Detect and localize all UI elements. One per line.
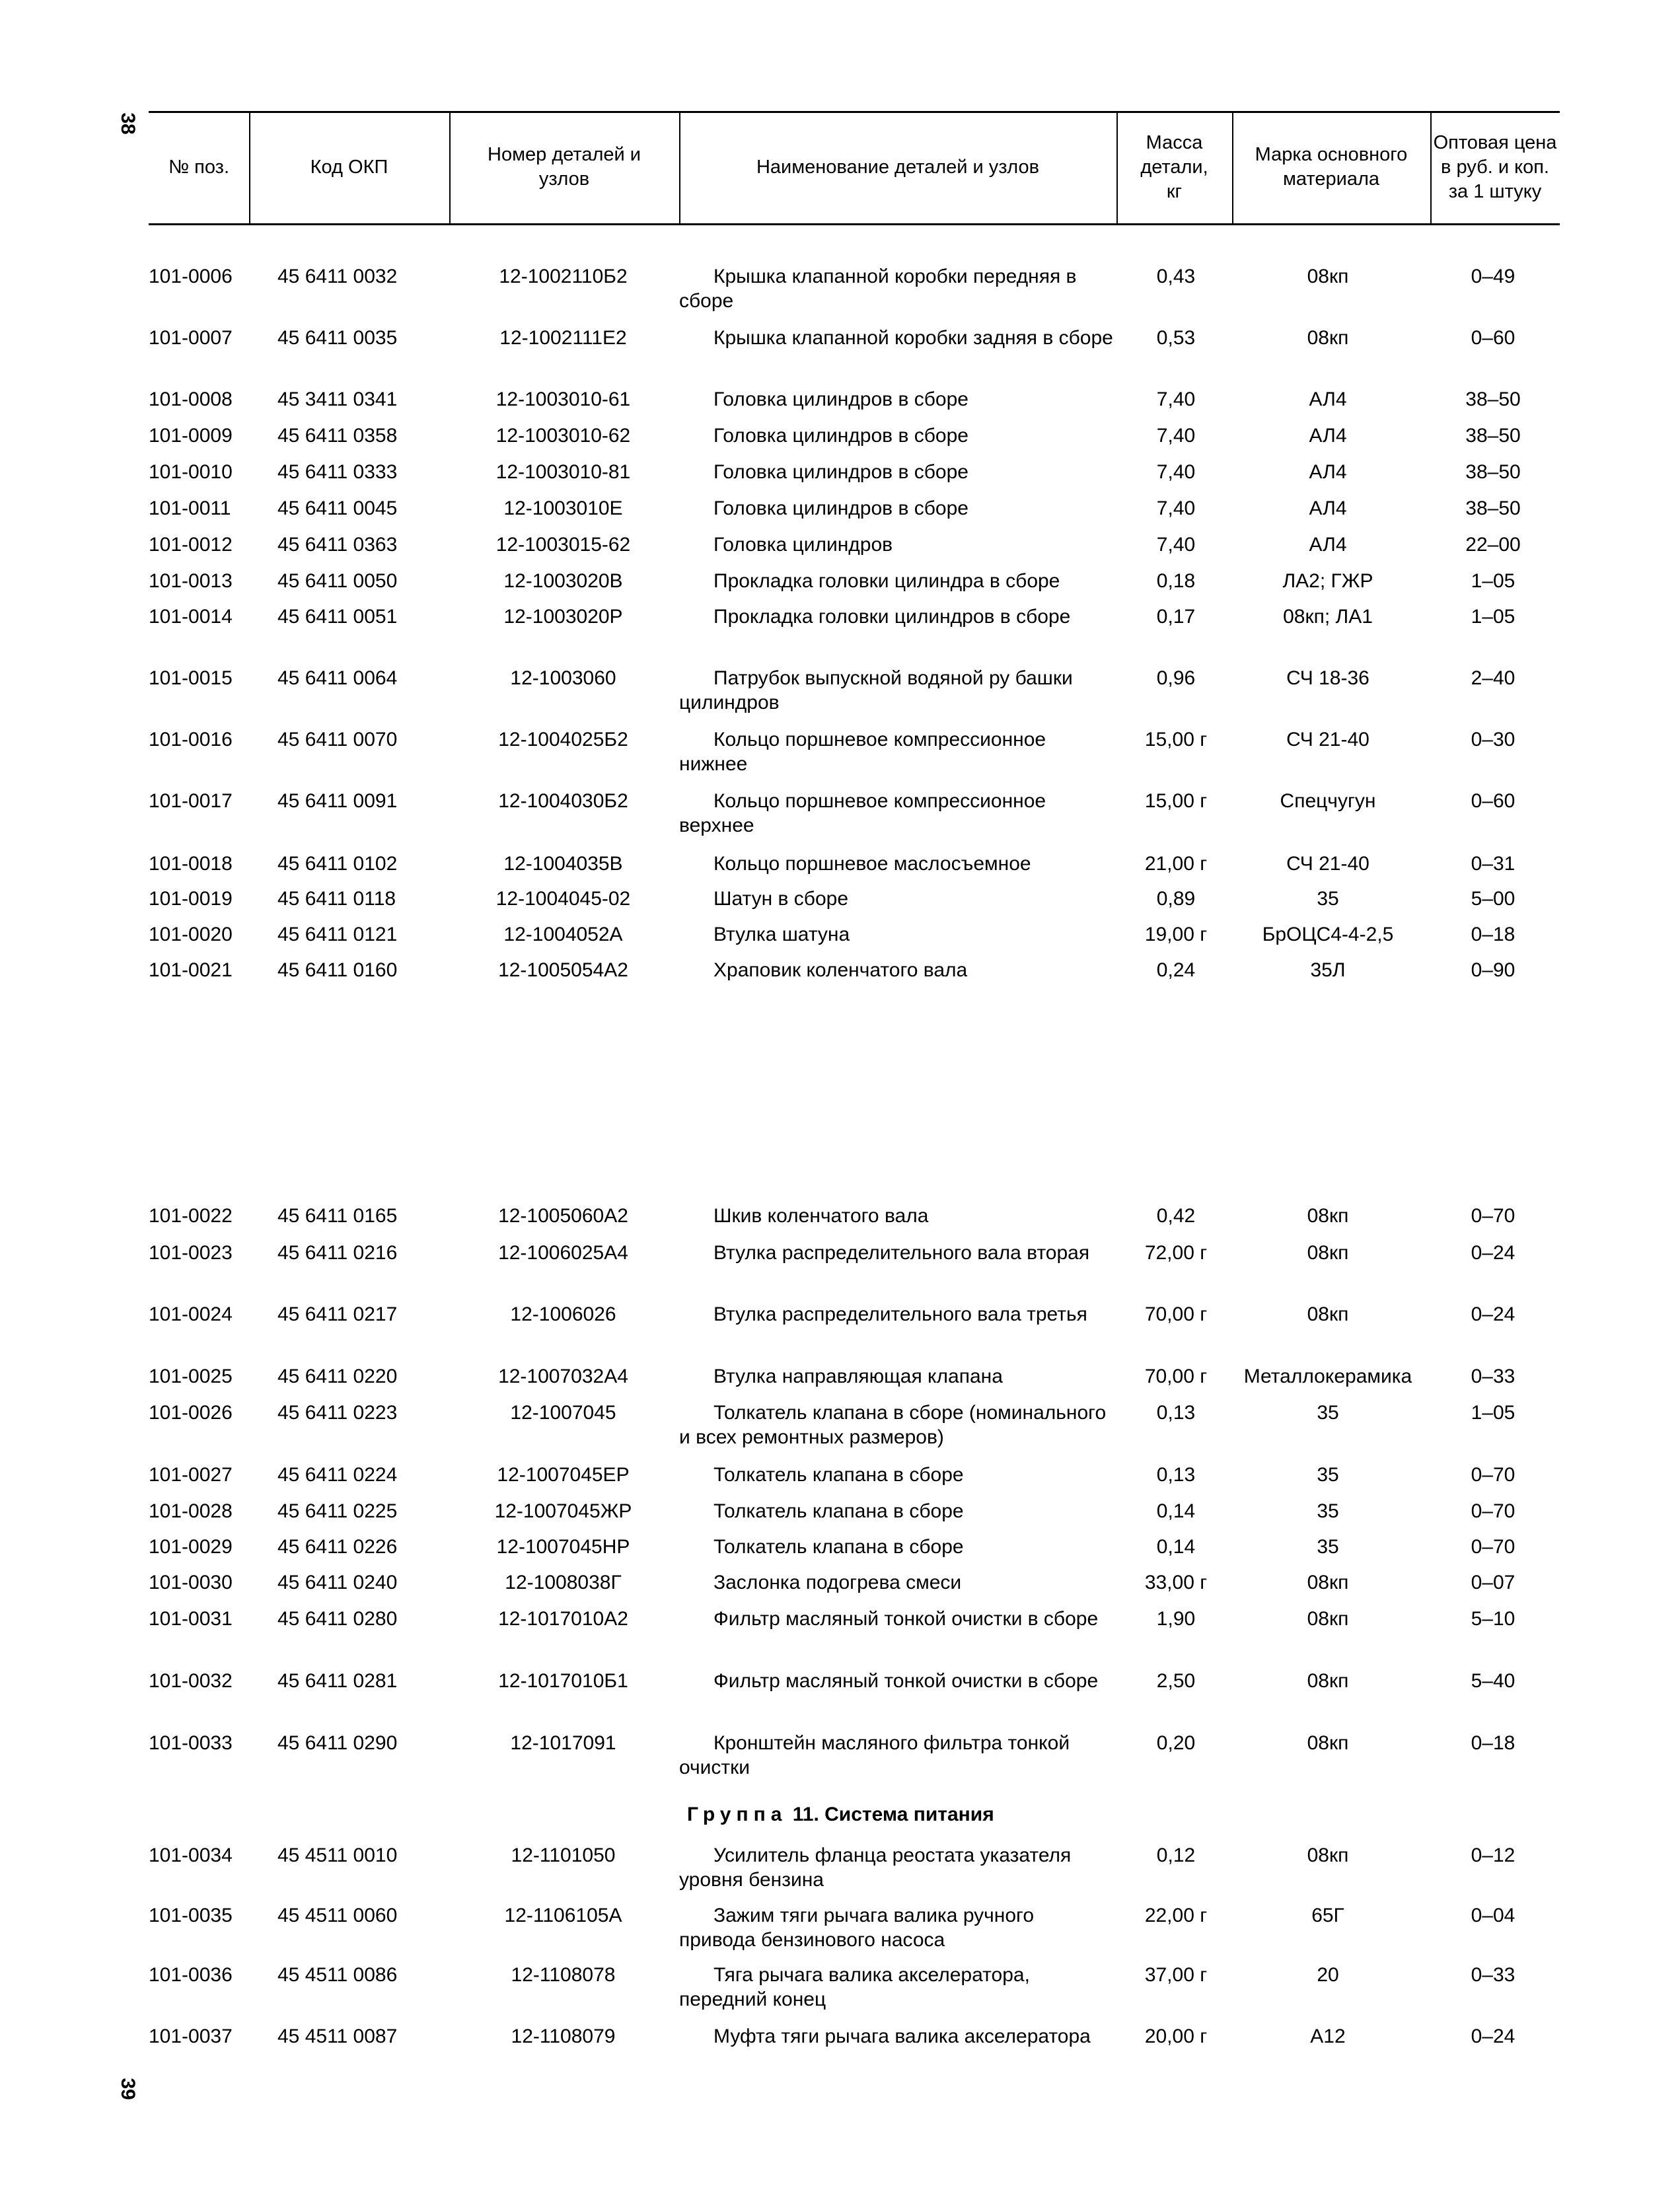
cell-pos: 101-0010 bbox=[149, 461, 233, 483]
cell-mat: СЧ 21-40 bbox=[1286, 853, 1370, 875]
cell-pos: 101-0025 bbox=[149, 1366, 233, 1387]
cell-price: 38–50 bbox=[1465, 497, 1521, 519]
cell-okp: 45 6411 0165 bbox=[277, 1205, 398, 1227]
cell-name: Фильтр масляный тонкой очистки в сборе bbox=[713, 1608, 1099, 1630]
header-material: Марка основного материала bbox=[1255, 144, 1408, 190]
cell-mat: 35 bbox=[1317, 888, 1339, 910]
cell-pos: 101-0024 bbox=[149, 1303, 233, 1325]
cell-mass: 20,00 г bbox=[1144, 2025, 1208, 2047]
cell-mat: БрОЦС4-4-2,5 bbox=[1262, 924, 1394, 945]
cell-num: 12-1106105А bbox=[504, 1905, 622, 1926]
cell-price: 5–00 bbox=[1471, 888, 1516, 910]
cell-price: 0–70 bbox=[1471, 1205, 1516, 1227]
cell-okp: 45 6411 0051 bbox=[277, 606, 398, 628]
cell-num: 12-1006026 bbox=[510, 1303, 616, 1325]
cell-okp: 45 6411 0217 bbox=[277, 1303, 398, 1325]
cell-price: 1–05 bbox=[1471, 570, 1516, 592]
cell-mat: АЛ4 bbox=[1309, 497, 1347, 519]
cell-okp: 45 6411 0121 bbox=[277, 924, 398, 945]
cell-mat: 08кп bbox=[1307, 266, 1349, 287]
cell-name: Втулка шатуна bbox=[713, 924, 850, 945]
cell-pos: 101-0011 bbox=[149, 497, 231, 519]
cell-name: Прокладка головки цилиндров в сборе bbox=[713, 606, 1071, 628]
cell-mat: Металлокерамика bbox=[1243, 1366, 1412, 1387]
cell-mat: АЛ4 bbox=[1309, 461, 1347, 483]
cell-pos: 101-0006 bbox=[149, 266, 233, 287]
cell-mat: 35Л bbox=[1310, 959, 1346, 981]
cell-pos: 101-0030 bbox=[149, 1572, 233, 1593]
cell-name: Муфта тяги рычага валика акселератора bbox=[713, 2025, 1091, 2047]
cell-mass: 0,53 bbox=[1156, 327, 1196, 349]
cell-num: 12-1007045 bbox=[510, 1402, 616, 1424]
cell-name: Усилитель фланца реостата указателя уровня бензина bbox=[679, 1844, 1072, 1891]
cell-name: Храповик коленчатого вала bbox=[713, 959, 968, 981]
cell-mass: 0,13 bbox=[1156, 1464, 1196, 1486]
cell-pos: 101-0007 bbox=[149, 327, 233, 349]
cell-num: 12-1007045ЖР bbox=[494, 1500, 632, 1522]
cell-name: Крышка клапанной коробки задняя в сборе bbox=[713, 327, 1113, 349]
cell-name: Заслонка подогрева смеси bbox=[713, 1572, 962, 1593]
cell-price: 1–05 bbox=[1471, 606, 1516, 628]
cell-okp: 45 6411 0240 bbox=[277, 1572, 398, 1593]
cell-name: Зажим тяги рычага валика ручного привода бензинового насоса bbox=[679, 1905, 1035, 1951]
cell-name: Толкатель клапана в сборе bbox=[713, 1536, 964, 1558]
cell-mass: 21,00 г bbox=[1144, 853, 1208, 875]
cell-mat: 08кп bbox=[1307, 1670, 1349, 1692]
header-okp: Код ОКП bbox=[310, 156, 388, 178]
cell-mat: 08кп bbox=[1307, 1205, 1349, 1227]
cell-okp: 45 4511 0086 bbox=[277, 1964, 398, 1986]
cell-num: 12-1003020Р bbox=[503, 606, 623, 628]
cell-mass: 0,17 bbox=[1156, 606, 1196, 628]
cell-num: 12-1003010Е bbox=[503, 497, 623, 519]
cell-name: Толкатель клапана в сборе bbox=[713, 1464, 964, 1486]
cell-mass: 7,40 bbox=[1156, 388, 1196, 410]
cell-mat: 08кп bbox=[1307, 327, 1349, 349]
cell-mass: 19,00 г bbox=[1144, 924, 1208, 945]
cell-mass: 70,00 г bbox=[1144, 1366, 1208, 1387]
cell-mass: 0,96 bbox=[1156, 667, 1196, 689]
cell-name: Головка цилиндров в сборе bbox=[713, 388, 968, 410]
cell-mass: 2,50 bbox=[1156, 1670, 1196, 1692]
cell-okp: 45 3411 0341 bbox=[277, 388, 398, 410]
cell-okp: 45 6411 0281 bbox=[277, 1670, 398, 1692]
cell-price: 1–05 bbox=[1471, 1402, 1516, 1424]
cell-num: 12-1004035В bbox=[503, 853, 623, 875]
cell-mass: 15,00 г bbox=[1144, 790, 1208, 812]
cell-name: Толкатель клапана в сборе bbox=[713, 1500, 964, 1522]
cell-name: Кронштейн масляного фильтра тонкой очистки bbox=[679, 1732, 1070, 1778]
cell-num: 12-1108079 bbox=[511, 2025, 616, 2047]
cell-price: 0–24 bbox=[1471, 2025, 1516, 2047]
cell-price: 5–40 bbox=[1471, 1670, 1516, 1692]
group-heading: Группа 11. Система питания bbox=[687, 1804, 994, 1825]
cell-okp: 45 4511 0010 bbox=[277, 1844, 398, 1866]
cell-mat: Спецчугун bbox=[1280, 790, 1376, 812]
cell-okp: 45 6411 0045 bbox=[277, 497, 398, 519]
cell-num: 12-1005060А2 bbox=[498, 1205, 628, 1227]
cell-okp: 45 6411 0363 bbox=[277, 534, 398, 556]
cell-pos: 101-0018 bbox=[149, 853, 233, 875]
cell-name: Головка цилиндров в сборе bbox=[713, 425, 968, 447]
cell-okp: 45 6411 0224 bbox=[277, 1464, 398, 1486]
cell-price: 0–24 bbox=[1471, 1303, 1516, 1325]
cell-price: 5–10 bbox=[1471, 1608, 1516, 1630]
cell-mass: 7,40 bbox=[1156, 534, 1196, 556]
cell-pos: 101-0035 bbox=[149, 1905, 233, 1926]
cell-pos: 101-0026 bbox=[149, 1402, 233, 1424]
cell-pos: 101-0029 bbox=[149, 1536, 233, 1558]
cell-mat: 08кп bbox=[1307, 1303, 1349, 1325]
header-price: Оптовая цена в руб. и коп. за 1 штуку bbox=[1433, 131, 1557, 202]
cell-mat: 08кп bbox=[1307, 1844, 1349, 1866]
header-name: Наименование деталей и узлов bbox=[756, 156, 1040, 178]
cell-mass: 7,40 bbox=[1156, 461, 1196, 483]
cell-mass: 0,13 bbox=[1156, 1402, 1196, 1424]
cell-name: Втулка направляющая клапана bbox=[713, 1366, 1003, 1387]
cell-pos: 101-0008 bbox=[149, 388, 233, 410]
cell-price: 38–50 bbox=[1465, 461, 1521, 483]
cell-pos: 101-0037 bbox=[149, 2025, 233, 2047]
cell-pos: 101-0016 bbox=[149, 729, 233, 750]
cell-price: 22–00 bbox=[1465, 534, 1521, 556]
cell-pos: 101-0017 bbox=[149, 790, 233, 812]
cell-mat: 35 bbox=[1317, 1500, 1339, 1522]
cell-price: 0–18 bbox=[1471, 924, 1516, 945]
cell-okp: 45 6411 0333 bbox=[277, 461, 398, 483]
cell-pos: 101-0027 bbox=[149, 1464, 233, 1486]
cell-name: Шкив коленчатого вала bbox=[713, 1205, 929, 1227]
cell-num: 12-1004030Б2 bbox=[498, 790, 628, 812]
cell-num: 12-1017091 bbox=[510, 1732, 616, 1754]
cell-num: 12-1005054А2 bbox=[498, 959, 628, 981]
cell-okp: 45 6411 0050 bbox=[277, 570, 398, 592]
cell-okp: 45 6411 0220 bbox=[277, 1366, 398, 1387]
cell-pos: 101-0033 bbox=[149, 1732, 233, 1754]
cell-pos: 101-0013 bbox=[149, 570, 233, 592]
cell-okp: 45 4511 0060 bbox=[277, 1905, 398, 1926]
cell-mat: 08кп bbox=[1307, 1572, 1349, 1593]
cell-num: 12-1108078 bbox=[511, 1964, 616, 1986]
cell-okp: 45 6411 0290 bbox=[277, 1732, 398, 1754]
cell-name: Толкатель клапана в сборе (номинального и всех ремонтных размеров) bbox=[679, 1402, 1107, 1448]
cell-price: 0–70 bbox=[1471, 1464, 1516, 1486]
cell-mat: АЛ4 bbox=[1309, 425, 1347, 447]
cell-num: 12-1002110Б2 bbox=[499, 266, 628, 287]
cell-num: 12-1017010А2 bbox=[498, 1608, 628, 1630]
cell-okp: 45 6411 0102 bbox=[277, 853, 398, 875]
cell-price: 0–49 bbox=[1471, 266, 1516, 287]
cell-price: 0–60 bbox=[1471, 327, 1516, 349]
cell-price: 0–30 bbox=[1471, 729, 1516, 750]
cell-pos: 101-0021 bbox=[149, 959, 233, 981]
cell-pos: 101-0012 bbox=[149, 534, 233, 556]
cell-num: 12-1003010-61 bbox=[495, 388, 631, 410]
cell-price: 38–50 bbox=[1465, 425, 1521, 447]
cell-num: 12-1007045ЕР bbox=[497, 1464, 630, 1486]
cell-pos: 101-0022 bbox=[149, 1205, 233, 1227]
cell-mass: 0,18 bbox=[1156, 570, 1196, 592]
cell-okp: 45 6411 0225 bbox=[277, 1500, 398, 1522]
header-number: Номер деталей и узлов bbox=[488, 144, 641, 190]
cell-num: 12-1007032А4 bbox=[498, 1366, 628, 1387]
cell-mat: СЧ 21-40 bbox=[1286, 729, 1370, 750]
cell-pos: 101-0020 bbox=[149, 924, 233, 945]
cell-name: Кольцо поршневое маслосъемное bbox=[713, 853, 1031, 875]
cell-name: Кольцо поршневое компрессионное нижнее bbox=[679, 729, 1046, 775]
cell-mass: 7,40 bbox=[1156, 497, 1196, 519]
cell-num: 12-1006025А4 bbox=[498, 1242, 628, 1264]
cell-mass: 0,14 bbox=[1156, 1500, 1196, 1522]
header-mass: Масса детали, кг bbox=[1140, 131, 1208, 202]
cell-price: 38–50 bbox=[1465, 388, 1521, 410]
cell-mat: А12 bbox=[1310, 2025, 1346, 2047]
cell-name: Патрубок выпускной водяной ру башки цилиндров bbox=[679, 667, 1073, 713]
cell-okp: 45 6411 0091 bbox=[277, 790, 398, 812]
cell-name: Головка цилиндров bbox=[713, 534, 893, 556]
cell-mat: 65Г bbox=[1311, 1905, 1344, 1926]
cell-pos: 101-0023 bbox=[149, 1242, 233, 1264]
cell-price: 0–70 bbox=[1471, 1536, 1516, 1558]
cell-mat: 35 bbox=[1317, 1402, 1339, 1424]
cell-okp: 45 4511 0087 bbox=[277, 2025, 398, 2047]
cell-mass: 33,00 г bbox=[1144, 1572, 1208, 1593]
cell-mass: 0,42 bbox=[1156, 1205, 1196, 1227]
table-header-rule bbox=[149, 223, 1560, 225]
cell-mat: 08кп bbox=[1307, 1608, 1349, 1630]
cell-num: 12-1003060 bbox=[510, 667, 616, 689]
cell-okp: 45 6411 0035 bbox=[277, 327, 398, 349]
cell-price: 2–40 bbox=[1471, 667, 1516, 689]
cell-mat: 08кп; ЛА1 bbox=[1283, 606, 1373, 628]
cell-num: 12-1101050 bbox=[511, 1844, 616, 1866]
cell-price: 0–18 bbox=[1471, 1732, 1516, 1754]
cell-mass: 1,90 bbox=[1156, 1608, 1196, 1630]
cell-mat: 08кп bbox=[1307, 1242, 1349, 1264]
cell-price: 0–60 bbox=[1471, 790, 1516, 812]
cell-mass: 22,00 г bbox=[1144, 1905, 1208, 1926]
cell-name: Втулка распределительного вала вторая bbox=[713, 1242, 1090, 1264]
cell-num: 12-1007045НР bbox=[496, 1536, 630, 1558]
cell-mat: АЛ4 bbox=[1309, 534, 1347, 556]
cell-mass: 0,89 bbox=[1156, 888, 1196, 910]
cell-mass: 0,20 bbox=[1156, 1732, 1196, 1754]
cell-price: 0–33 bbox=[1471, 1964, 1516, 1986]
header-pos: № поз. bbox=[168, 156, 230, 178]
cell-price: 0–24 bbox=[1471, 1242, 1516, 1264]
cell-mass: 37,00 г bbox=[1144, 1964, 1208, 1986]
cell-pos: 101-0015 bbox=[149, 667, 233, 689]
cell-mat: 35 bbox=[1317, 1464, 1339, 1486]
cell-num: 12-1003010-62 bbox=[495, 425, 631, 447]
page-number-bottom: 39 bbox=[117, 2078, 139, 2100]
cell-okp: 45 6411 0064 bbox=[277, 667, 398, 689]
cell-okp: 45 6411 0070 bbox=[277, 729, 398, 750]
cell-num: 12-1003015-62 bbox=[495, 534, 631, 556]
cell-price: 0–33 bbox=[1471, 1366, 1516, 1387]
cell-mass: 0,14 bbox=[1156, 1536, 1196, 1558]
cell-mass: 70,00 г bbox=[1144, 1303, 1208, 1325]
cell-mat: 08кп bbox=[1307, 1732, 1349, 1754]
cell-num: 12-1003020В bbox=[503, 570, 623, 592]
cell-pos: 101-0028 bbox=[149, 1500, 233, 1522]
cell-price: 0–07 bbox=[1471, 1572, 1516, 1593]
cell-name: Фильтр масляный тонкой очистки в сборе bbox=[713, 1670, 1099, 1692]
cell-name: Тяга рычага валика акселератора, передний конец bbox=[679, 1964, 1030, 2010]
cell-pos: 101-0019 bbox=[149, 888, 233, 910]
cell-mass: 0,24 bbox=[1156, 959, 1196, 981]
cell-num: 12-1004025Б2 bbox=[498, 729, 628, 750]
cell-name: Головка цилиндров в сборе bbox=[713, 497, 968, 519]
cell-num: 12-1003010-81 bbox=[495, 461, 631, 483]
cell-pos: 101-0031 bbox=[149, 1608, 233, 1630]
cell-name: Крышка клапанной коробки передняя в сборе bbox=[679, 266, 1077, 312]
cell-okp: 45 6411 0118 bbox=[277, 888, 396, 910]
cell-mass: 0,43 bbox=[1156, 266, 1196, 287]
cell-pos: 101-0009 bbox=[149, 425, 233, 447]
cell-okp: 45 6411 0223 bbox=[277, 1402, 398, 1424]
cell-name: Втулка распределительного вала третья bbox=[713, 1303, 1087, 1325]
cell-price: 0–12 bbox=[1471, 1844, 1516, 1866]
cell-mass: 15,00 г bbox=[1144, 729, 1208, 750]
cell-num: 12-1004045-02 bbox=[495, 888, 631, 910]
cell-mat: 20 bbox=[1317, 1964, 1339, 1986]
cell-okp: 45 6411 0280 bbox=[277, 1608, 398, 1630]
cell-price: 0–31 bbox=[1471, 853, 1516, 875]
cell-name: Шатун в сборе bbox=[713, 888, 849, 910]
cell-mat: СЧ 18-36 bbox=[1286, 667, 1370, 689]
cell-mat: 35 bbox=[1317, 1536, 1339, 1558]
cell-pos: 101-0032 bbox=[149, 1670, 233, 1692]
cell-price: 0–04 bbox=[1471, 1905, 1516, 1926]
cell-mat: АЛ4 bbox=[1309, 388, 1347, 410]
cell-okp: 45 6411 0160 bbox=[277, 959, 398, 981]
cell-pos: 101-0036 bbox=[149, 1964, 233, 1986]
cell-price: 0–90 bbox=[1471, 959, 1516, 981]
cell-num: 12-1002111Е2 bbox=[499, 327, 627, 349]
cell-mass: 0,12 bbox=[1156, 1844, 1196, 1866]
page-number-top: 38 bbox=[117, 112, 139, 135]
cell-okp: 45 6411 0358 bbox=[277, 425, 398, 447]
cell-price: 0–70 bbox=[1471, 1500, 1516, 1522]
cell-mat: ЛА2; ГЖР bbox=[1282, 570, 1373, 592]
cell-okp: 45 6411 0226 bbox=[277, 1536, 398, 1558]
cell-pos: 101-0034 bbox=[149, 1844, 233, 1866]
cell-name: Кольцо поршневое компрессионное верхнее bbox=[679, 790, 1046, 836]
cell-mass: 72,00 г bbox=[1144, 1242, 1208, 1264]
cell-name: Головка цилиндров в сборе bbox=[713, 461, 968, 483]
cell-mass: 7,40 bbox=[1156, 425, 1196, 447]
cell-okp: 45 6411 0032 bbox=[277, 266, 398, 287]
cell-okp: 45 6411 0216 bbox=[277, 1242, 398, 1264]
cell-num: 12-1004052А bbox=[503, 924, 623, 945]
cell-num: 12-1008038Г bbox=[505, 1572, 622, 1593]
cell-name: Прокладка головки цилиндра в сборе bbox=[713, 570, 1060, 592]
cell-pos: 101-0014 bbox=[149, 606, 233, 628]
cell-num: 12-1017010Б1 bbox=[498, 1670, 628, 1692]
